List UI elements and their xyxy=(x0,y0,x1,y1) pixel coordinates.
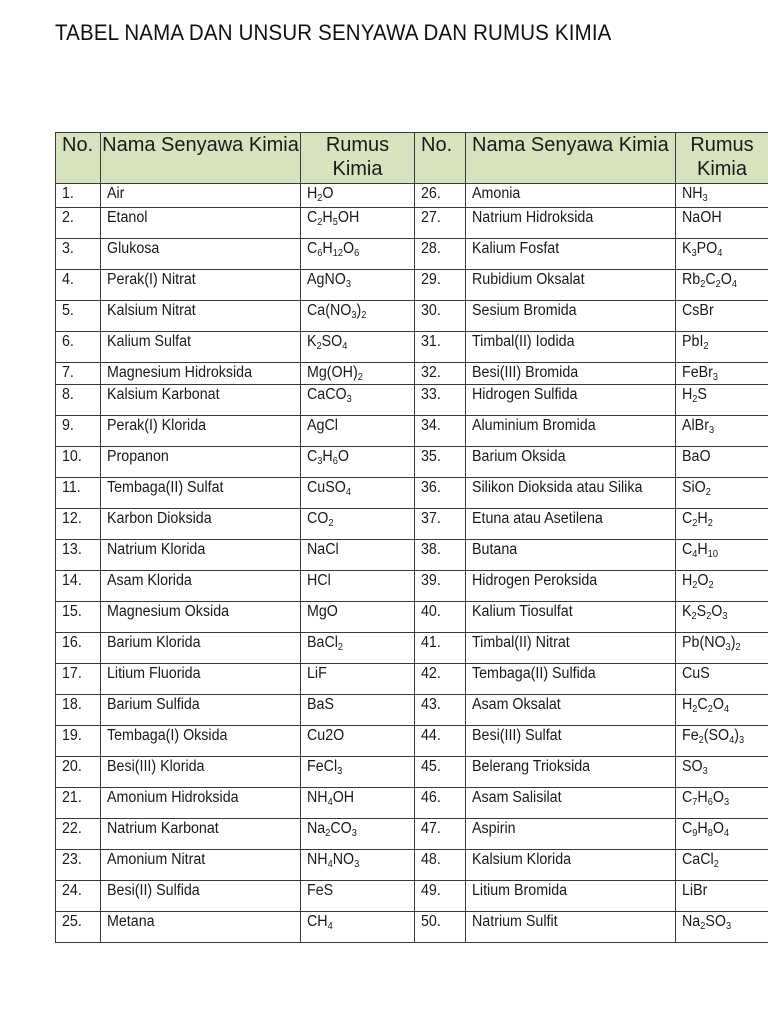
compound-name-left: Kalsium Nitrat xyxy=(101,301,301,332)
formula-left: $Ca(NO_3)_2$ xyxy=(301,301,415,332)
compound-name-right: Sesium Bromida xyxy=(466,301,676,332)
row-number-right: 35. xyxy=(415,447,466,478)
formula-right: $C_7H_6O_3$ xyxy=(676,788,768,819)
row-number-right: 30. xyxy=(415,301,466,332)
compound-name-right: Amonia xyxy=(466,184,676,208)
compound-name-left: Tembaga(I) Oksida xyxy=(101,726,301,757)
row-number-right: 50. xyxy=(415,912,466,943)
formula-left: $Mg(OH)_2$ xyxy=(301,363,415,385)
formula-left: LiF xyxy=(301,664,415,695)
compound-name-right: Besi(III) Bromida xyxy=(466,363,676,385)
formula-right: FeBr$_3$ xyxy=(676,363,768,385)
formula-right: $SO_3$ xyxy=(676,757,768,788)
table-row xyxy=(56,881,768,912)
table-row xyxy=(56,695,768,726)
compound-name-left: Metana xyxy=(101,912,301,943)
formula-right: $Na_2SO_3$ xyxy=(676,912,768,943)
formula-left: $C_3H_6O$ xyxy=(301,447,415,478)
row-number-right: 32. xyxy=(415,363,466,385)
header-formula-right: Rumus Kimia xyxy=(676,133,768,184)
compound-name-right: Kalium Tiosulfat xyxy=(466,602,676,633)
table-row xyxy=(56,912,768,943)
compound-name-left: Tembaga(II) Sulfat xyxy=(101,478,301,509)
row-number-left: 21. xyxy=(56,788,101,819)
formula-right: CaCl$_2$ xyxy=(676,850,768,881)
formula-left: $C_2H_5OH$ xyxy=(301,208,415,239)
row-number-right: 45. xyxy=(415,757,466,788)
formula-left: MgO xyxy=(301,602,415,633)
row-number-right: 28. xyxy=(415,239,466,270)
compound-name-right: Tembaga(II) Sulfida xyxy=(466,664,676,695)
compound-name-right: Rubidium Oksalat xyxy=(466,270,676,301)
table-row xyxy=(56,184,768,208)
compound-name-right: Barium Oksida xyxy=(466,447,676,478)
compound-name-left: Glukosa xyxy=(101,239,301,270)
formula-left: HCl xyxy=(301,571,415,602)
formula-left: NaCl xyxy=(301,540,415,571)
formula-right: $C_4H_{10}$ xyxy=(676,540,768,571)
formula-left: $K_2SO_4$ xyxy=(301,332,415,363)
compound-name-left: Asam Klorida xyxy=(101,571,301,602)
row-number-right: 44. xyxy=(415,726,466,757)
table-row xyxy=(56,819,768,850)
formula-left: CaCO$_3$ xyxy=(301,385,415,416)
header-name-right: Nama Senyawa Kimia xyxy=(466,133,676,184)
formula-left: FeCl$_3$ xyxy=(301,757,415,788)
row-number-left: 12. xyxy=(56,509,101,540)
compound-name-right: Aspirin xyxy=(466,819,676,850)
compound-name-left: Kalium Sulfat xyxy=(101,332,301,363)
compound-name-right: Kalium Fosfat xyxy=(466,239,676,270)
row-number-right: 46. xyxy=(415,788,466,819)
table-row xyxy=(56,788,768,819)
formula-right: CuS xyxy=(676,664,768,695)
row-number-right: 33. xyxy=(415,385,466,416)
formula-right: $Pb(NO_3)_2$ xyxy=(676,633,768,664)
row-number-left: 6. xyxy=(56,332,101,363)
table-row xyxy=(56,478,768,509)
formula-left: Cu2O xyxy=(301,726,415,757)
row-number-right: 38. xyxy=(415,540,466,571)
table-row xyxy=(56,447,768,478)
compound-name-right: Asam Oksalat xyxy=(466,695,676,726)
row-number-left: 5. xyxy=(56,301,101,332)
formula-left: FeS xyxy=(301,881,415,912)
formula-right: $K_2S_2O_3$ xyxy=(676,602,768,633)
compound-name-left: Air xyxy=(101,184,301,208)
table-row xyxy=(56,633,768,664)
row-number-right: 41. xyxy=(415,633,466,664)
row-number-right: 42. xyxy=(415,664,466,695)
table-row xyxy=(56,850,768,881)
row-number-right: 31. xyxy=(415,332,466,363)
compound-name-left: Natrium Karbonat xyxy=(101,819,301,850)
compound-table xyxy=(55,132,768,943)
row-number-left: 7. xyxy=(56,363,101,385)
row-number-left: 25. xyxy=(56,912,101,943)
compound-name-right: Belerang Trioksida xyxy=(466,757,676,788)
row-number-left: 18. xyxy=(56,695,101,726)
header-no-left: No. xyxy=(56,133,101,184)
formula-left: $C_6H_{12}O_6$ xyxy=(301,239,415,270)
compound-name-right: Timbal(II) Iodida xyxy=(466,332,676,363)
row-number-left: 8. xyxy=(56,385,101,416)
formula-right: $H_2S$ xyxy=(676,385,768,416)
row-number-left: 4. xyxy=(56,270,101,301)
compound-name-right: Etuna atau Asetilena xyxy=(466,509,676,540)
table-row xyxy=(56,301,768,332)
compound-name-left: Amonium Hidroksida xyxy=(101,788,301,819)
formula-right: $NH_3$ xyxy=(676,184,768,208)
table-row xyxy=(56,239,768,270)
compound-name-left: Litium Fluorida xyxy=(101,664,301,695)
row-number-left: 9. xyxy=(56,416,101,447)
compound-name-left: Kalsium Karbonat xyxy=(101,385,301,416)
row-number-right: 37. xyxy=(415,509,466,540)
row-number-left: 20. xyxy=(56,757,101,788)
row-number-right: 26. xyxy=(415,184,466,208)
formula-left: $NH_4OH$ xyxy=(301,788,415,819)
row-number-right: 36. xyxy=(415,478,466,509)
formula-left: AgCl xyxy=(301,416,415,447)
formula-left: BaCl$_2$ xyxy=(301,633,415,664)
compound-name-left: Etanol xyxy=(101,208,301,239)
table-row xyxy=(56,208,768,239)
formula-right: AlBr$_3$ xyxy=(676,416,768,447)
table-row xyxy=(56,509,768,540)
compound-name-left: Barium Sulfida xyxy=(101,695,301,726)
compound-name-left: Perak(I) Nitrat xyxy=(101,270,301,301)
formula-right: LiBr xyxy=(676,881,768,912)
formula-left: AgNO$_3$ xyxy=(301,270,415,301)
formula-left: CuSO$_4$ xyxy=(301,478,415,509)
row-number-left: 10. xyxy=(56,447,101,478)
formula-right: $H_2C_2O_4$ xyxy=(676,695,768,726)
table-row xyxy=(56,757,768,788)
row-number-left: 3. xyxy=(56,239,101,270)
row-number-left: 17. xyxy=(56,664,101,695)
compound-name-right: Besi(III) Sulfat xyxy=(466,726,676,757)
formula-right: CsBr xyxy=(676,301,768,332)
row-number-left: 11. xyxy=(56,478,101,509)
header-no-right: No. xyxy=(415,133,466,184)
formula-left: $CH_4$ xyxy=(301,912,415,943)
table-row xyxy=(56,540,768,571)
formula-left: $Na_2CO_3$ xyxy=(301,819,415,850)
compound-name-right: Hidrogen Sulfida xyxy=(466,385,676,416)
table-row xyxy=(56,726,768,757)
row-number-right: 48. xyxy=(415,850,466,881)
formula-right: $C_2H_2$ xyxy=(676,509,768,540)
table-row xyxy=(56,416,768,447)
compound-name-left: Amonium Nitrat xyxy=(101,850,301,881)
compound-name-right: Natrium Sulfit xyxy=(466,912,676,943)
formula-left: $NH_4NO_3$ xyxy=(301,850,415,881)
compound-name-left: Magnesium Oksida xyxy=(101,602,301,633)
formula-left: $CO_2$ xyxy=(301,509,415,540)
compound-name-left: Besi(II) Sulfida xyxy=(101,881,301,912)
formula-right: $Rb_2C_2O_4$ xyxy=(676,270,768,301)
compound-name-left: Propanon xyxy=(101,447,301,478)
table-row xyxy=(56,363,768,385)
row-number-right: 39. xyxy=(415,571,466,602)
compound-name-left: Perak(I) Klorida xyxy=(101,416,301,447)
header-formula-left: Rumus Kimia xyxy=(301,133,415,184)
compound-name-left: Magnesium Hidroksida xyxy=(101,363,301,385)
row-number-right: 43. xyxy=(415,695,466,726)
formula-right: SiO$_2$ xyxy=(676,478,768,509)
formula-left: $H_2O$ xyxy=(301,184,415,208)
compound-name-left: Barium Klorida xyxy=(101,633,301,664)
row-number-left: 1. xyxy=(56,184,101,208)
compound-name-right: Natrium Hidroksida xyxy=(466,208,676,239)
row-number-left: 19. xyxy=(56,726,101,757)
formula-right: PbI$_2$ xyxy=(676,332,768,363)
header-name-left: Nama Senyawa Kimia xyxy=(101,133,301,184)
formula-right: $Fe_2(SO_4)_3$ xyxy=(676,726,768,757)
row-number-right: 47. xyxy=(415,819,466,850)
row-number-left: 13. xyxy=(56,540,101,571)
compound-name-right: Butana xyxy=(466,540,676,571)
formula-left: BaS xyxy=(301,695,415,726)
row-number-left: 14. xyxy=(56,571,101,602)
table-row xyxy=(56,664,768,695)
compound-name-right: Aluminium Bromida xyxy=(466,416,676,447)
compound-name-right: Kalsium Klorida xyxy=(466,850,676,881)
table-row xyxy=(56,385,768,416)
table-row xyxy=(56,602,768,633)
row-number-left: 15. xyxy=(56,602,101,633)
compound-name-right: Silikon Dioksida atau Silika xyxy=(466,478,676,509)
row-number-left: 22. xyxy=(56,819,101,850)
table-row xyxy=(56,332,768,363)
table-header-row xyxy=(56,133,768,184)
row-number-left: 16. xyxy=(56,633,101,664)
formula-right: $C_9H_8O_4$ xyxy=(676,819,768,850)
row-number-right: 27. xyxy=(415,208,466,239)
formula-right: $K_3PO_4$ xyxy=(676,239,768,270)
compound-name-left: Karbon Dioksida xyxy=(101,509,301,540)
row-number-left: 23. xyxy=(56,850,101,881)
row-number-left: 24. xyxy=(56,881,101,912)
row-number-right: 49. xyxy=(415,881,466,912)
compound-name-right: Hidrogen Peroksida xyxy=(466,571,676,602)
formula-right: NaOH xyxy=(676,208,768,239)
row-number-left: 2. xyxy=(56,208,101,239)
table-row xyxy=(56,270,768,301)
row-number-right: 34. xyxy=(415,416,466,447)
page-title: TABEL NAMA DAN UNSUR SENYAWA DAN RUMUS KIMIA xyxy=(55,20,612,45)
row-number-right: 40. xyxy=(415,602,466,633)
compound-name-right: Asam Salisilat xyxy=(466,788,676,819)
compound-name-right: Litium Bromida xyxy=(466,881,676,912)
row-number-right: 29. xyxy=(415,270,466,301)
table-row xyxy=(56,571,768,602)
compound-name-left: Besi(III) Klorida xyxy=(101,757,301,788)
formula-right: $H_2O_2$ xyxy=(676,571,768,602)
compound-name-right: Timbal(II) Nitrat xyxy=(466,633,676,664)
compound-name-left: Natrium Klorida xyxy=(101,540,301,571)
formula-right: BaO xyxy=(676,447,768,478)
